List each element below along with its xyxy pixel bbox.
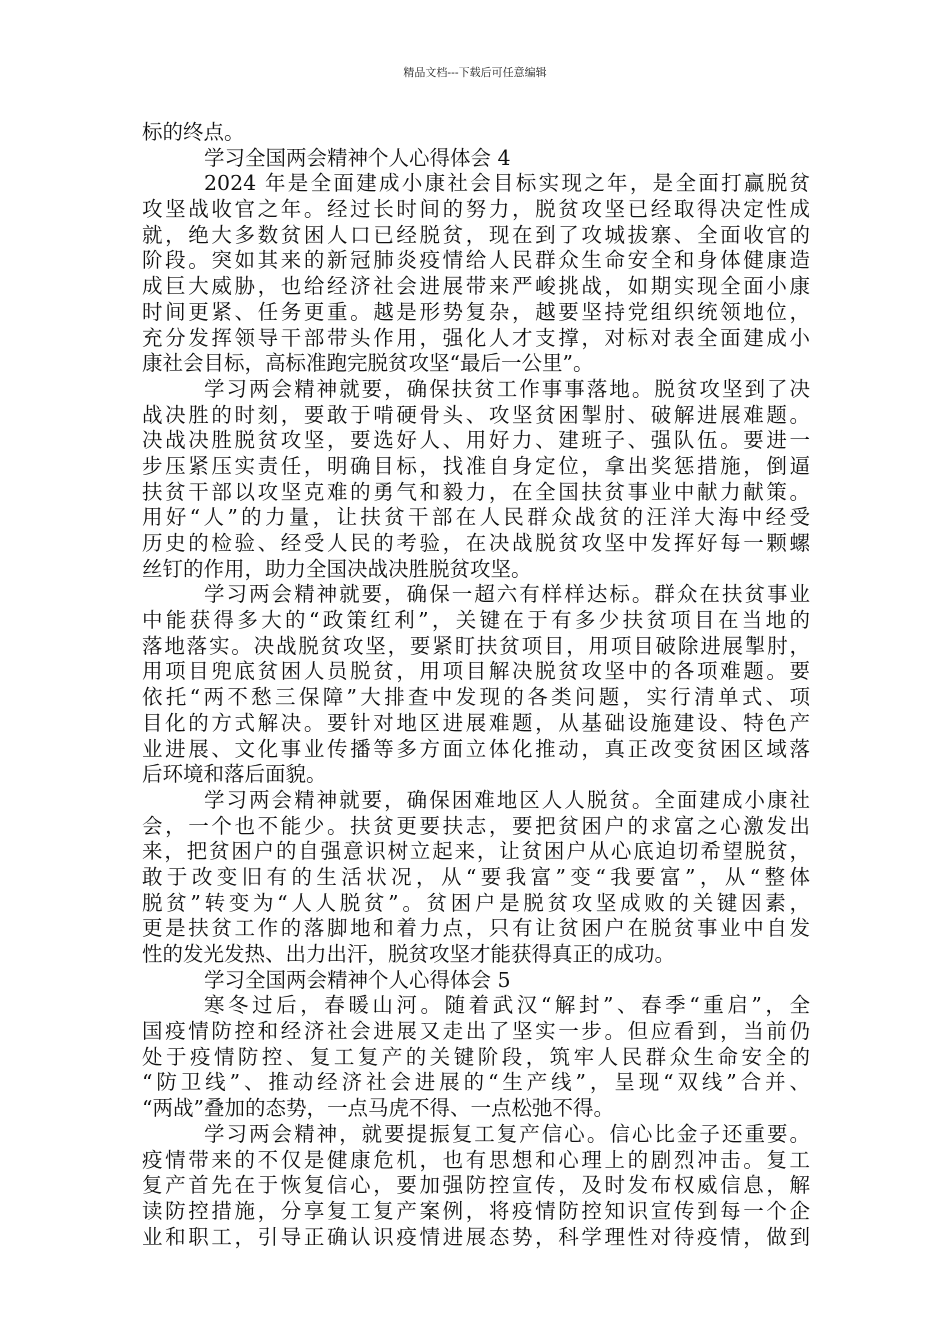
text-line: 学习两会精神，就要提振复工复产信心。信心比金子还重要。 bbox=[204, 1121, 810, 1146]
text-line: 读防控措施，分享复工复产案例，将疫情防控知识宣传到每一个企 bbox=[142, 1198, 810, 1223]
text-line: 充分发挥领导干部带头作用，强化人才支撑，对标对表全面建成小 bbox=[142, 325, 810, 350]
text-line: 步压紧压实责任，明确目标，找准自身定位，拿出奖惩措施，倒逼 bbox=[142, 453, 810, 478]
text-line: 会，一个也不能少。扶贫更要扶志，要把贫困户的求富之心激发出 bbox=[142, 813, 810, 838]
text-line: 学习两会精神就要，确保扶贫工作事事落地。脱贫攻坚到了决 bbox=[204, 376, 810, 401]
text-line: 扶贫干部以攻坚克难的勇气和毅力，在全国扶贫事业中献力献策。 bbox=[142, 479, 810, 504]
text-line: 攻坚战收官之年。经过长时间的努力，脱贫攻坚已经取得决定性成 bbox=[142, 197, 810, 222]
text-line: 来，把贫困户的自强意识树立起来，让贫困户从心底迫切希望脱贫， bbox=[142, 839, 810, 864]
text-line: 目化的方式解决。要针对地区进展难题，从基础设施建设、特色产 bbox=[142, 710, 810, 735]
text-line: 战决胜的时刻，要敢于啃硬骨头、攻坚贫困掣肘、破解进展难题。 bbox=[142, 402, 810, 427]
text-line: “防卫线”、推动经济社会进展的“生产线”，呈现“双线”合并、 bbox=[142, 1070, 810, 1095]
text-line: 落地落实。决战脱贫攻坚，要紧盯扶贫项目，用项目破除进展掣肘， bbox=[142, 633, 810, 658]
text-line: 决战决胜脱贫攻坚，要选好人、用好力、建班子、强队伍。要进一 bbox=[142, 428, 810, 453]
text-line: 寒冬过后，春暖山河。随着武汉“解封”、春季“重启”，全 bbox=[204, 993, 810, 1018]
text-line: 康社会目标，高标准跑完脱贫攻坚“最后一公里”。 bbox=[142, 351, 594, 376]
text-line: 阶段。突如其来的新冠肺炎疫情给人民群众生命安全和身体健康造 bbox=[142, 248, 810, 273]
text-line: 脱贫”转变为“人人脱贫”。贫困户是脱贫攻坚成败的关键因素， bbox=[142, 890, 810, 915]
page-header: 精品文档---下载后可任意编辑 bbox=[403, 66, 547, 79]
section-heading: 学习全国两会精神个人心得体会 5 bbox=[204, 967, 511, 992]
text-line: 中能获得多大的“政策红利”，关键在于有多少扶贫项目在当地的 bbox=[142, 608, 810, 633]
text-line: 标的终点。 bbox=[142, 120, 245, 144]
text-line: 丝钉的作用，助力全国决战决胜脱贫攻坚。 bbox=[142, 556, 532, 581]
section-heading: 学习全国两会精神个人心得体会 4 bbox=[204, 145, 511, 170]
text-line: 用好“人”的力量，让扶贫干部在人民群众战贫的汪洋大海中经受 bbox=[142, 505, 810, 530]
document-body bbox=[142, 120, 810, 1250]
text-line: 依托“两不愁三保障”大排查中发现的各类问题，实行清单式、项 bbox=[142, 685, 810, 710]
text-line: 业和职工，引导正确认识疫情进展态势，科学理性对待疫情，做到 bbox=[142, 1224, 810, 1249]
text-line: 国疫情防控和经济社会进展又走出了坚实一步。但应看到，当前仍 bbox=[142, 1019, 810, 1044]
text-line: “两战”叠加的态势，一点马虎不得、一点松弛不得。 bbox=[142, 1096, 614, 1121]
text-line: 业进展、文化事业传播等多方面立体化推动，真正改变贫困区域落 bbox=[142, 736, 810, 761]
text-line: 学习两会精神就要，确保困难地区人人脱贫。全面建成小康社 bbox=[204, 787, 810, 812]
text-line: 成巨大威胁，也给经济社会进展带来严峻挑战，如期实现全面小康 bbox=[142, 274, 810, 299]
text-line: 性的发光发热、出力出汗，脱贫攻坚才能获得真正的成功。 bbox=[142, 942, 675, 966]
text-line: 敢于改变旧有的生活状况，从“要我富”变“我要富”，从“整体 bbox=[142, 864, 810, 889]
text-line: 时间更紧、任务更重。越是形势复杂，越要坚持党组织统领地位， bbox=[142, 299, 810, 324]
text-line: 学习两会精神就要，确保一超六有样样达标。群众在扶贫事业 bbox=[204, 582, 810, 607]
text-line: 处于疫情防控、复工复产的关键阶段，筑牢人民群众生命安全的 bbox=[142, 1044, 810, 1069]
text-line: 就，绝大多数贫困人口已经脱贫，现在到了攻城拔寨、全面收官的 bbox=[142, 222, 810, 247]
text-line: 复产首先在于恢复信心，要加强防控宣传，及时发布权威信息，解 bbox=[142, 1173, 810, 1198]
text-line: 历史的检验、经受人民的考验，在决战脱贫攻坚中发挥好每一颗螺 bbox=[142, 531, 810, 555]
text-line: 后环境和落后面貌。 bbox=[142, 762, 327, 787]
text-line: 用项目兜底贫困人员脱贫，用项目解决脱贫攻坚中的各项难题。要 bbox=[142, 659, 810, 684]
text-line: 2024 年是全面建成小康社会目标实现之年，是全面打赢脱贫 bbox=[204, 171, 810, 196]
text-line: 疫情带来的不仅是健康危机，也有思想和心理上的剧烈冲击。复工 bbox=[142, 1147, 810, 1172]
text-line: 更是扶贫工作的落脚地和着力点，只有让贫困户在脱贫事业中自发 bbox=[142, 916, 810, 941]
